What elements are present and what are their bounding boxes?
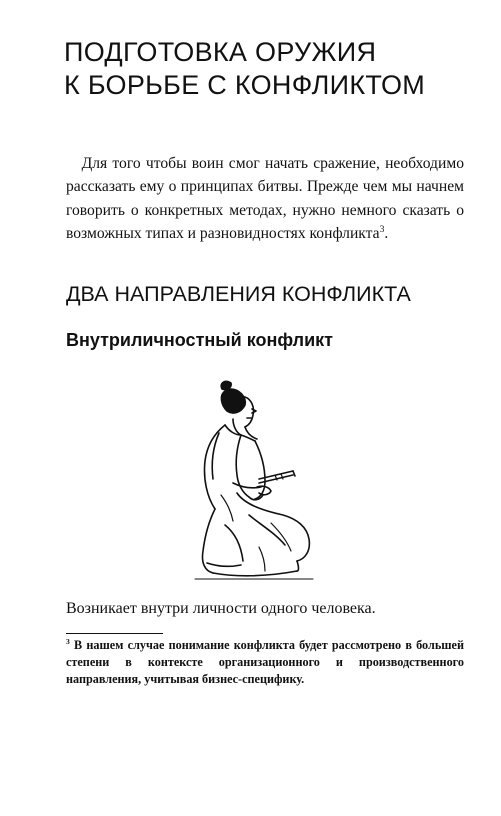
intro-text: Для того чтобы воин смог начать сражение, необходимо рассказать ему о принципах битвы. Прежде чем мы начнем говорить о конкретных методах, нужно немного сказать о возможных типах и разновидностях конфликта [66,155,464,242]
figure-caption: Возникает внутри личности одного человека. [66,600,376,617]
section-heading: ДВА НАПРАВЛЕНИЯ КОНФЛИКТА [66,282,411,306]
chapter-title-line-2: К БОРЬБЕ С КОНФЛИКТОМ [64,70,426,100]
chapter-title [64,36,474,102]
footnote-reference: 3 [379,223,385,235]
intro-end: . [384,224,389,242]
subsection-heading: Внутриличностный конфликт [66,330,333,350]
seated-samurai-drawing [175,375,325,590]
footnote-divider [66,633,163,634]
chapter-title-line-1: ПОДГОТОВКА ОРУЖИЯ [64,37,377,67]
footnote-number: 3 [66,636,70,646]
footnote [66,637,464,688]
footnote-text: В нашем случае понимание конфликта будет рассмотрено в большей степени в контексте организационного и производственного направления, учитывая бизнес-специфику. [66,638,464,686]
intro-paragraph [66,152,464,245]
